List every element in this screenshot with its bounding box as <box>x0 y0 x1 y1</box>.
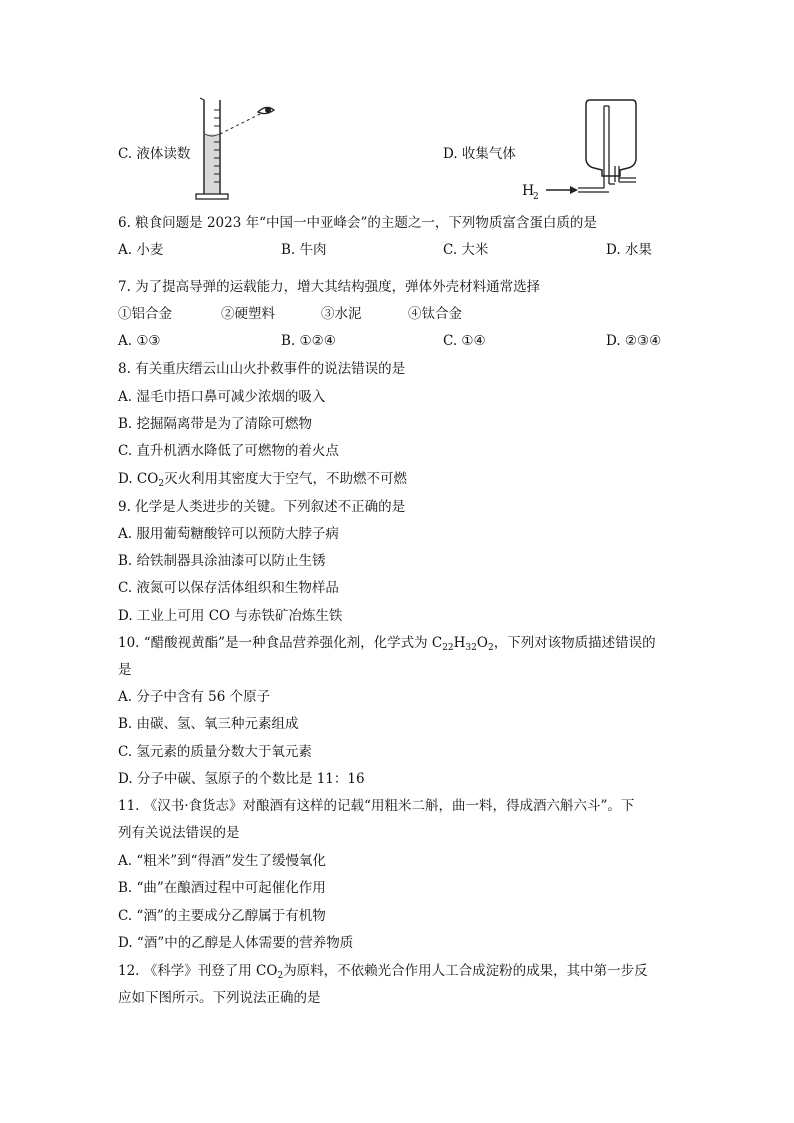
q10-option-c: C. 氢元素的质量分数大于氧元素 <box>118 744 312 760</box>
q12-stem-prefix: 12. 《科学》刊登了用 CO <box>118 963 278 979</box>
hydrogen-symbol: H <box>453 635 466 651</box>
q10-stem-prefix: 10. “醋酸视黄酯”是一种食品营养强化剂，化学式为 C <box>118 635 443 651</box>
q8-option-d <box>118 470 407 493</box>
q10-option-a: A. 分子中含有 56 个原子 <box>118 689 271 705</box>
q9-option-b: B. 给铁制器具涂油漆可以防止生锈 <box>118 553 326 569</box>
q6-option-d: D. 水果 <box>606 242 652 258</box>
co2-subscript: 2 <box>277 971 284 981</box>
q11-option-c: C. “酒”的主要成分乙醇属于有机物 <box>118 908 326 924</box>
q7-option-a: A. ①③ <box>118 333 161 349</box>
h2-label: H <box>522 183 535 199</box>
q9-stem: 9. 化学是人类进步的关键。下列叙述不正确的是 <box>118 499 406 515</box>
q11-stem-line2: 列有关说法错误的是 <box>118 825 240 841</box>
q6-option-c: C. 大米 <box>443 242 489 258</box>
q7-material-3: ③水泥 <box>321 306 362 322</box>
q11-stem-line1: 11. 《汉书·食货志》对酿酒有这样的记载“用粗米二斛，曲一料，得成酒六斛六斗”。下 <box>118 798 635 814</box>
oxygen-symbol: O <box>476 635 488 651</box>
q7-material-2: ②硬塑料 <box>221 306 275 322</box>
gas-collection-bottle-figure <box>518 96 648 204</box>
h2-subscript: 2 <box>533 192 539 202</box>
q9-option-c: C. 液氮可以保存活体组织和生物样品 <box>118 580 339 596</box>
q7-option-d: D. ②③④ <box>606 333 662 349</box>
graduated-cylinder-reading-figure <box>190 96 290 204</box>
q11-option-a: A. “粗米”到“得酒”发生了缓慢氧化 <box>118 853 326 869</box>
q8-option-d-prefix: D. CO <box>118 471 159 487</box>
q5-option-c: C. 液体读数 <box>118 146 191 162</box>
q10-stem-suffix: ，下列对该物质描述错误的 <box>493 635 656 651</box>
q8-stem: 8. 有关重庆缙云山山火扑救事件的说法错误的是 <box>118 361 406 377</box>
hydrogen-subscript: 32 <box>465 643 477 653</box>
q8-option-b: B. 挖掘隔离带是为了清除可燃物 <box>118 416 313 432</box>
q12-stem-suffix: 为原料，不依赖光合作用人工合成淀粉的成果，其中第一步反 <box>283 963 648 979</box>
q8-option-a: A. 湿毛巾捂口鼻可减少浓烟的吸入 <box>118 389 326 405</box>
q8-option-d-text: 灭火利用其密度大于空气，不助燃不可燃 <box>164 471 408 487</box>
carbon-subscript: 22 <box>442 643 454 653</box>
q6-option-a: A. 小麦 <box>118 242 164 258</box>
q12-stem-line2: 应如下图所示。下列说法正确的是 <box>118 990 321 1006</box>
q10-stem <box>118 634 656 657</box>
q9-option-d: D. 工业上可用 CO 与赤铁矿冶炼生铁 <box>118 608 343 624</box>
q10-option-d: D. 分子中碳、氢原子的个数比是 11：16 <box>118 771 365 787</box>
q7-material-1: ①铝合金 <box>118 306 172 322</box>
q6-stem: 6. 粮食问题是 2023 年“中国一中亚峰会”的主题之一，下列物质富含蛋白质的是 <box>118 215 597 231</box>
oxygen-subscript: 2 <box>487 643 494 653</box>
q7-option-c: C. ①④ <box>443 333 486 349</box>
q7-material-4: ④钛合金 <box>408 306 462 322</box>
q11-option-d: D. “酒”中的乙醇是人体需要的营养物质 <box>118 935 354 951</box>
q10-stem-line2: 是 <box>118 662 132 678</box>
q7-option-b: B. ①②④ <box>281 333 336 349</box>
q10-option-b: B. 由碳、氢、氧三种元素组成 <box>118 716 299 732</box>
co2-subscript: 2 <box>158 479 165 489</box>
q9-option-a: A. 服用葡萄糖酸锌可以预防大脖子病 <box>118 526 339 542</box>
q5-option-d: D. 收集气体 <box>443 146 516 162</box>
q7-stem: 7. 为了提高导弹的运载能力，增大其结构强度，弹体外壳材料通常选择 <box>118 279 541 295</box>
q6-option-b: B. 牛肉 <box>281 242 327 258</box>
q11-option-b: B. “曲”在酿酒过程中可起催化作用 <box>118 880 326 896</box>
q8-option-c: C. 直升机洒水降低了可燃物的着火点 <box>118 443 339 459</box>
q12-stem-line1 <box>118 962 648 985</box>
